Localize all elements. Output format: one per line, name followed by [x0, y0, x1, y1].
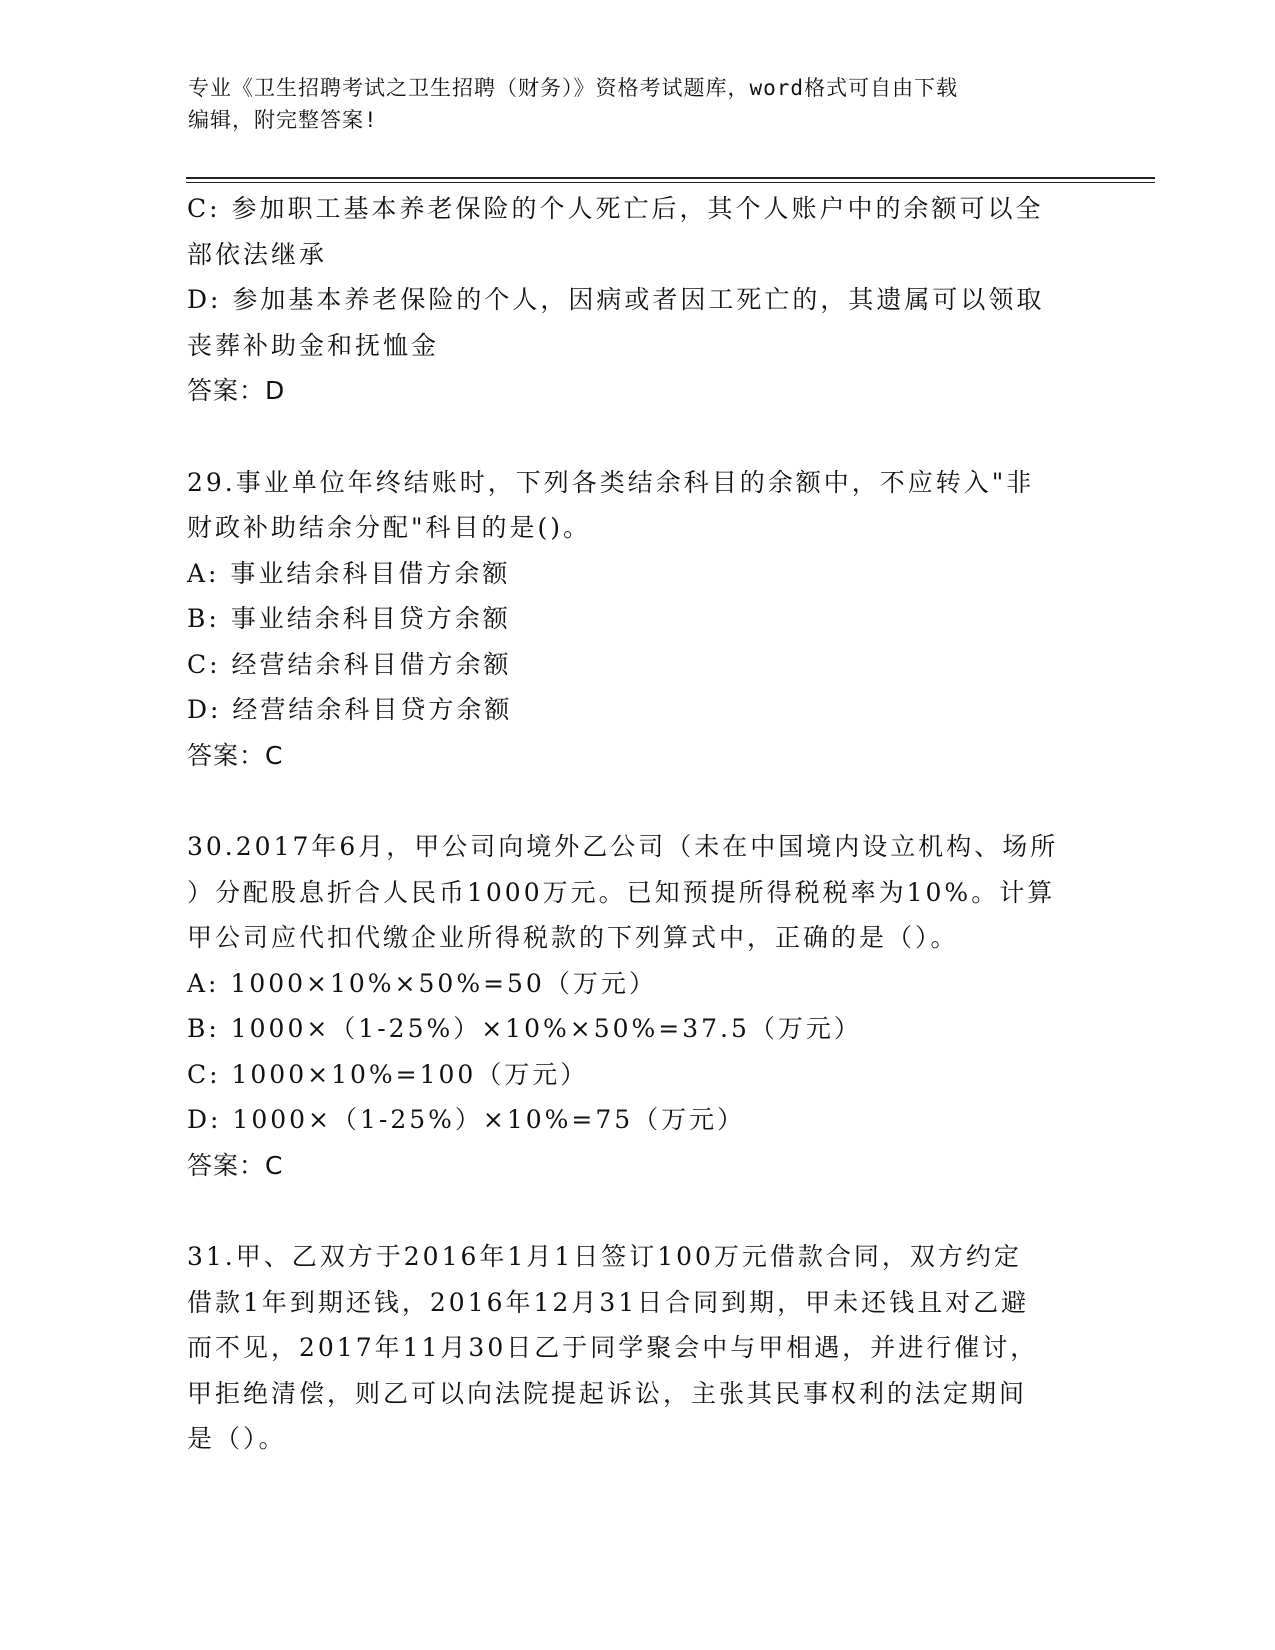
q31-stem-line-5: 是（）。: [187, 1424, 287, 1453]
question-30: [187, 824, 1087, 1188]
q30-option-d: D: 1000×（1-25%）×10%=75（万元）: [187, 1105, 746, 1134]
q28-option-c-line-1: C: 参加职工基本养老保险的个人死亡后，其个人账户中的余额可以全: [187, 194, 1044, 223]
q30-option-a: A: 1000×10%×50%=50（万元）: [187, 968, 657, 998]
q30-option-c: C: 1000×10%=100（万元）: [187, 1059, 589, 1089]
q30-stem-line-1: 30.2017年6月，甲公司向境外乙公司（未在中国境内设立机构、场所: [187, 832, 1059, 861]
q30-stem-line-3: 甲公司应代扣代缴企业所得税款的下列算式中，正确的是（）。: [187, 923, 959, 952]
q29-option-b: B: 事业结余科目贷方余额: [187, 604, 511, 633]
q28-option-d-line-1: D: 参加基本养老保险的个人，因病或者因工死亡的，其遗属可以领取: [187, 285, 1045, 314]
header-line-2: 编辑，附完整答案!: [188, 108, 378, 132]
question-29: [187, 460, 1087, 779]
q28-option-d-line-2: 丧葬补助金和抚恤金: [187, 330, 440, 360]
question-28: [187, 186, 1087, 414]
q29-stem-line-1: 29.事业单位年终结账时，下列各类结余科目的余额中，不应转入"非: [187, 467, 1035, 497]
document-body: [187, 186, 1087, 1462]
q28-answer: 答案：D: [187, 376, 286, 405]
q29-stem-line-2: 财政补助结余分配"科目的是()。: [187, 513, 592, 542]
q28-option-c-line-2: 部依法继承: [187, 239, 328, 269]
q29-answer: 答案：C: [187, 740, 284, 770]
q30-answer: 答案：C: [187, 1150, 284, 1180]
q29-option-c: C: 经营结余科目借方余额: [187, 649, 512, 679]
header-line-1: 专业《卫生招聘考试之卫生招聘（财务）》资格考试题库，word格式可自由下载: [188, 76, 959, 100]
document-header: [188, 72, 1088, 136]
q31-stem-line-2: 借款1年到期还钱，2016年12月31日合同到期，甲未还钱且对乙避: [187, 1287, 1030, 1317]
header-divider-thick: [186, 177, 1155, 179]
q30-option-b: B: 1000×（1-25%）×10%×50%=37.5（万元）: [187, 1014, 862, 1043]
question-31: [187, 1234, 1087, 1462]
q29-option-a: A: 事业结余科目借方余额: [187, 558, 511, 588]
q29-option-d: D: 经营结余科目贷方余额: [187, 695, 513, 724]
header-divider-thin: [186, 182, 1155, 183]
q30-stem-line-2: ）分配股息折合人民币1000万元。已知预提所得税税率为10%。计算: [187, 877, 1056, 907]
q31-stem-line-4: 甲拒绝清偿，则乙可以向法院提起诉讼，主张其民事权利的法定期间: [187, 1378, 1028, 1408]
q31-stem-line-3: 而不见，2017年11月30日乙于同学聚会中与甲相遇，并进行催讨，: [187, 1333, 1039, 1362]
q31-stem-line-1: 31.甲、乙双方于2016年1月1日签订100万元借款合同，双方约定: [187, 1242, 1022, 1271]
